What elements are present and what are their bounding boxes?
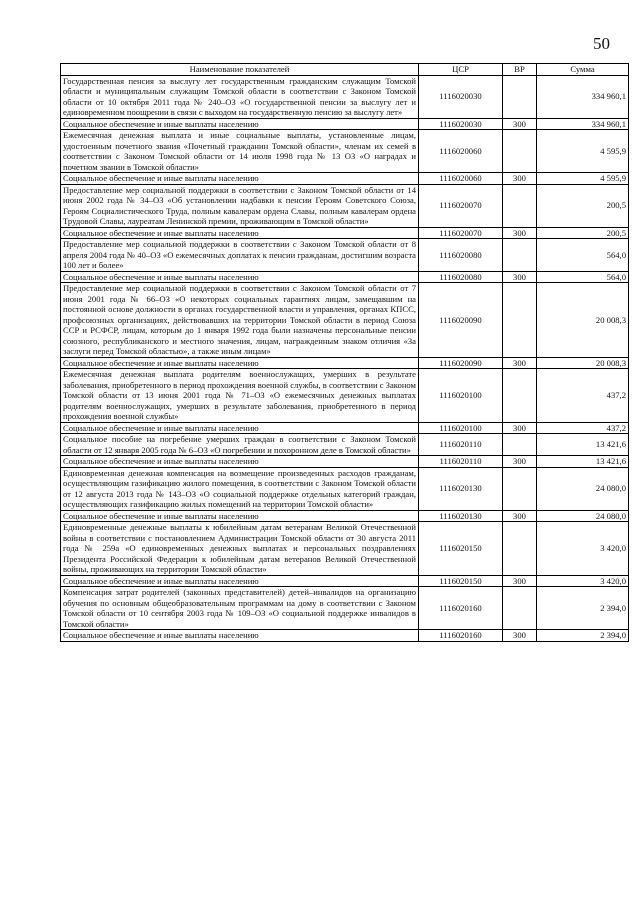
row-sum-cell: 20 008,3 [537, 357, 629, 369]
row-name-cell: Предоставление мер социальной поддержки в соответствии с Законом Томской области от 8 апреля 2004 года № 40–ОЗ «О ежемесячных доплатах к пенсии гражданам, достигшим возраста 100 лет и более» [61, 239, 419, 272]
table-header-row [61, 64, 629, 76]
row-csr-cell: 1116020090 [419, 283, 503, 358]
row-vr-cell: 300 [503, 118, 537, 130]
row-vr-cell [503, 130, 537, 173]
row-vr-cell: 300 [503, 575, 537, 587]
table-row [61, 510, 629, 522]
row-csr-cell: 1116020070 [419, 184, 503, 227]
row-csr-cell: 1116020030 [419, 118, 503, 130]
row-sum-cell: 200,5 [537, 227, 629, 239]
table-row [61, 271, 629, 283]
row-sum-cell: 437,2 [537, 422, 629, 434]
row-sum-cell: 13 421,6 [537, 434, 629, 456]
table-row [61, 467, 629, 510]
row-sum-cell: 3 420,0 [537, 522, 629, 576]
table-row [61, 283, 629, 358]
row-name-cell: Социальное обеспечение и иные выплаты населению [61, 173, 419, 185]
row-vr-cell: 300 [503, 422, 537, 434]
row-csr-cell: 1116020150 [419, 575, 503, 587]
header-sum: Сумма [537, 64, 629, 76]
table-body [61, 75, 629, 641]
row-csr-cell: 1116020080 [419, 271, 503, 283]
row-vr-cell: 300 [503, 227, 537, 239]
row-sum-cell: 334 960,1 [537, 75, 629, 118]
row-csr-cell: 1116020130 [419, 467, 503, 510]
row-sum-cell: 3 420,0 [537, 575, 629, 587]
row-vr-cell [503, 434, 537, 456]
row-csr-cell: 1116020100 [419, 422, 503, 434]
header-name: Наименование показателей [61, 64, 419, 76]
table-row [61, 173, 629, 185]
row-vr-cell [503, 239, 537, 272]
row-vr-cell: 300 [503, 173, 537, 185]
row-name-cell: Компенсация затрат родителей (законных представителей) детей–инвалидов на организацию обучения по основным общеобразовательным программам на дому в соответствии с Законом Томской области от 10 сентября 2003 года № 109–ОЗ «О социальной поддержке инвалидов в Томской области» [61, 587, 419, 630]
row-csr-cell: 1116020090 [419, 357, 503, 369]
table-row [61, 630, 629, 642]
row-csr-cell: 1116020160 [419, 587, 503, 630]
row-name-cell: Единовременные денежные выплаты к юбилейным датам ветеранам Великой Отечественной войны в соответствии с постановлением Администрации Томской области от 30 августа 2011 года № 259а «О единовременных денежных выплатах и персональных поздравлениях Президента Российской Федерации к юбилейным датам ветеранов Великой Отечественной войны, проживающих на территории Томской области» [61, 522, 419, 576]
row-vr-cell [503, 283, 537, 358]
row-sum-cell: 13 421,6 [537, 456, 629, 468]
row-name-cell: Единовременная денежная компенсация на возмещение произведенных расходов гражданам, осуществляющим газификацию жилого помещения, в соответствии с Законом Томской области от 12 августа 2013 года № 143–ОЗ «О социальной поддержке отдельных категорий граждан, осуществляющих газификацию жилых помещений на территории Томской области» [61, 467, 419, 510]
row-name-cell: Социальное обеспечение и иные выплаты населению [61, 575, 419, 587]
row-name-cell: Ежемесячная денежная выплата родителям военнослужащих, умерших в результате заболевания, приобретенного в период прохождения военной службы, в соответствии с Законом Томской области от 13 июня 2001 года № 71–ОЗ «О ежемесячных денежных выплатах родителям военнослужащих, умерших в результате заболевания, приобретенного в период прохождения военной службы» [61, 369, 419, 423]
table-row [61, 369, 629, 423]
row-sum-cell: 24 080,0 [537, 510, 629, 522]
row-name-cell: Социальное обеспечение и иные выплаты населению [61, 510, 419, 522]
row-vr-cell: 300 [503, 271, 537, 283]
row-csr-cell: 1116020060 [419, 130, 503, 173]
row-name-cell: Социальное обеспечение и иные выплаты населению [61, 357, 419, 369]
row-vr-cell [503, 467, 537, 510]
row-vr-cell: 300 [503, 357, 537, 369]
row-csr-cell: 1116020110 [419, 456, 503, 468]
row-name-cell: Социальное обеспечение и иные выплаты населению [61, 456, 419, 468]
row-sum-cell: 24 080,0 [537, 467, 629, 510]
row-sum-cell: 2 394,0 [537, 587, 629, 630]
row-csr-cell: 1116020110 [419, 434, 503, 456]
row-csr-cell: 1116020130 [419, 510, 503, 522]
row-name-cell: Ежемесячная денежная выплата и иные социальные выплаты, установленные лицам, удостоенным почетного звания «Почетный гражданин Томской области», членам их семей в соответствии с Законом Томской области от 14 июля 1998 года № 13 ОЗ «О наградах и почетном звании в Томской области» [61, 130, 419, 173]
table-row [61, 422, 629, 434]
row-name-cell: Социальное обеспечение и иные выплаты населению [61, 271, 419, 283]
row-csr-cell: 1116020070 [419, 227, 503, 239]
row-sum-cell: 564,0 [537, 271, 629, 283]
budget-table [60, 63, 629, 642]
row-sum-cell: 20 008,3 [537, 283, 629, 358]
row-name-cell: Предоставление мер социальной поддержки в соответствии с Законом Томской области от 14 июня 2002 года № 34–ОЗ «Об установлении надбавки к пенсии Героям Советского Союза, Героям Социалистического Труда, полным кавалерам ордена Славы, полным кавалерам ордена Трудовой Славы, лауреатам Ленинской премии, проживающим в Томской области» [61, 184, 419, 227]
table-row [61, 75, 629, 118]
table-row [61, 130, 629, 173]
row-name-cell: Социальное обеспечение и иные выплаты населению [61, 630, 419, 642]
row-name-cell: Социальное обеспечение и иные выплаты населению [61, 227, 419, 239]
row-csr-cell: 1116020030 [419, 75, 503, 118]
row-sum-cell: 437,2 [537, 369, 629, 423]
table-row [61, 227, 629, 239]
row-sum-cell: 2 394,0 [537, 630, 629, 642]
row-vr-cell [503, 587, 537, 630]
row-name-cell: Социальное обеспечение и иные выплаты населению [61, 422, 419, 434]
row-name-cell: Социальное обеспечение и иные выплаты населению [61, 118, 419, 130]
row-csr-cell: 1116020100 [419, 369, 503, 423]
row-sum-cell: 564,0 [537, 239, 629, 272]
row-csr-cell: 1116020160 [419, 630, 503, 642]
header-vr: ВР [503, 64, 537, 76]
row-vr-cell [503, 75, 537, 118]
table-row [61, 434, 629, 456]
row-csr-cell: 1116020080 [419, 239, 503, 272]
row-vr-cell: 300 [503, 456, 537, 468]
row-vr-cell [503, 184, 537, 227]
row-vr-cell [503, 369, 537, 423]
row-sum-cell: 334 960,1 [537, 118, 629, 130]
row-sum-cell: 4 595,9 [537, 130, 629, 173]
row-name-cell: Предоставление мер социальной поддержки в соответствии с Законом Томской области от 7 июня 2001 года № 66–ОЗ «О некоторых социальных гарантиях лицам, замещавшим на постоянной основе должности в органах государственной власти и управления, органах КПСС, профсоюзных организациях, действовавших на территории Томской области в период Союза ССР и РСФСР, лицам, которым до 1 января 1992 года были назначены персональные пенсии союзного, республиканского и местного значения, лицам, награжденным знаком отличия «За заслуги перед Томской областью», а также иным лицам» [61, 283, 419, 358]
table-row [61, 456, 629, 468]
row-name-cell: Государственная пенсия за выслугу лет государственным гражданским служащим Томской области и муниципальным служащим Томской области в соответствии с Законом Томской области от 10 октября 2011 года № 240–ОЗ «О государственной пенсии за выслугу лет и единовременном поощрении в связи с выходом на государственную пенсию за выслугу лет» [61, 75, 419, 118]
row-csr-cell: 1116020150 [419, 522, 503, 576]
header-csr: ЦСР [419, 64, 503, 76]
page-number: 50 [593, 34, 610, 53]
row-vr-cell: 300 [503, 630, 537, 642]
row-vr-cell [503, 522, 537, 576]
table-row [61, 522, 629, 576]
row-csr-cell: 1116020060 [419, 173, 503, 185]
row-sum-cell: 200,5 [537, 184, 629, 227]
row-vr-cell: 300 [503, 510, 537, 522]
table-row [61, 118, 629, 130]
table-row [61, 184, 629, 227]
table-row [61, 587, 629, 630]
row-sum-cell: 4 595,9 [537, 173, 629, 185]
table-row [61, 575, 629, 587]
row-name-cell: Социальное пособие на погребение умерших граждан в соответствии с Законом Томской области от 12 января 2005 года № 6–ОЗ «О погребении и похоронном деле в Томской области» [61, 434, 419, 456]
table-row [61, 239, 629, 272]
table-row [61, 357, 629, 369]
